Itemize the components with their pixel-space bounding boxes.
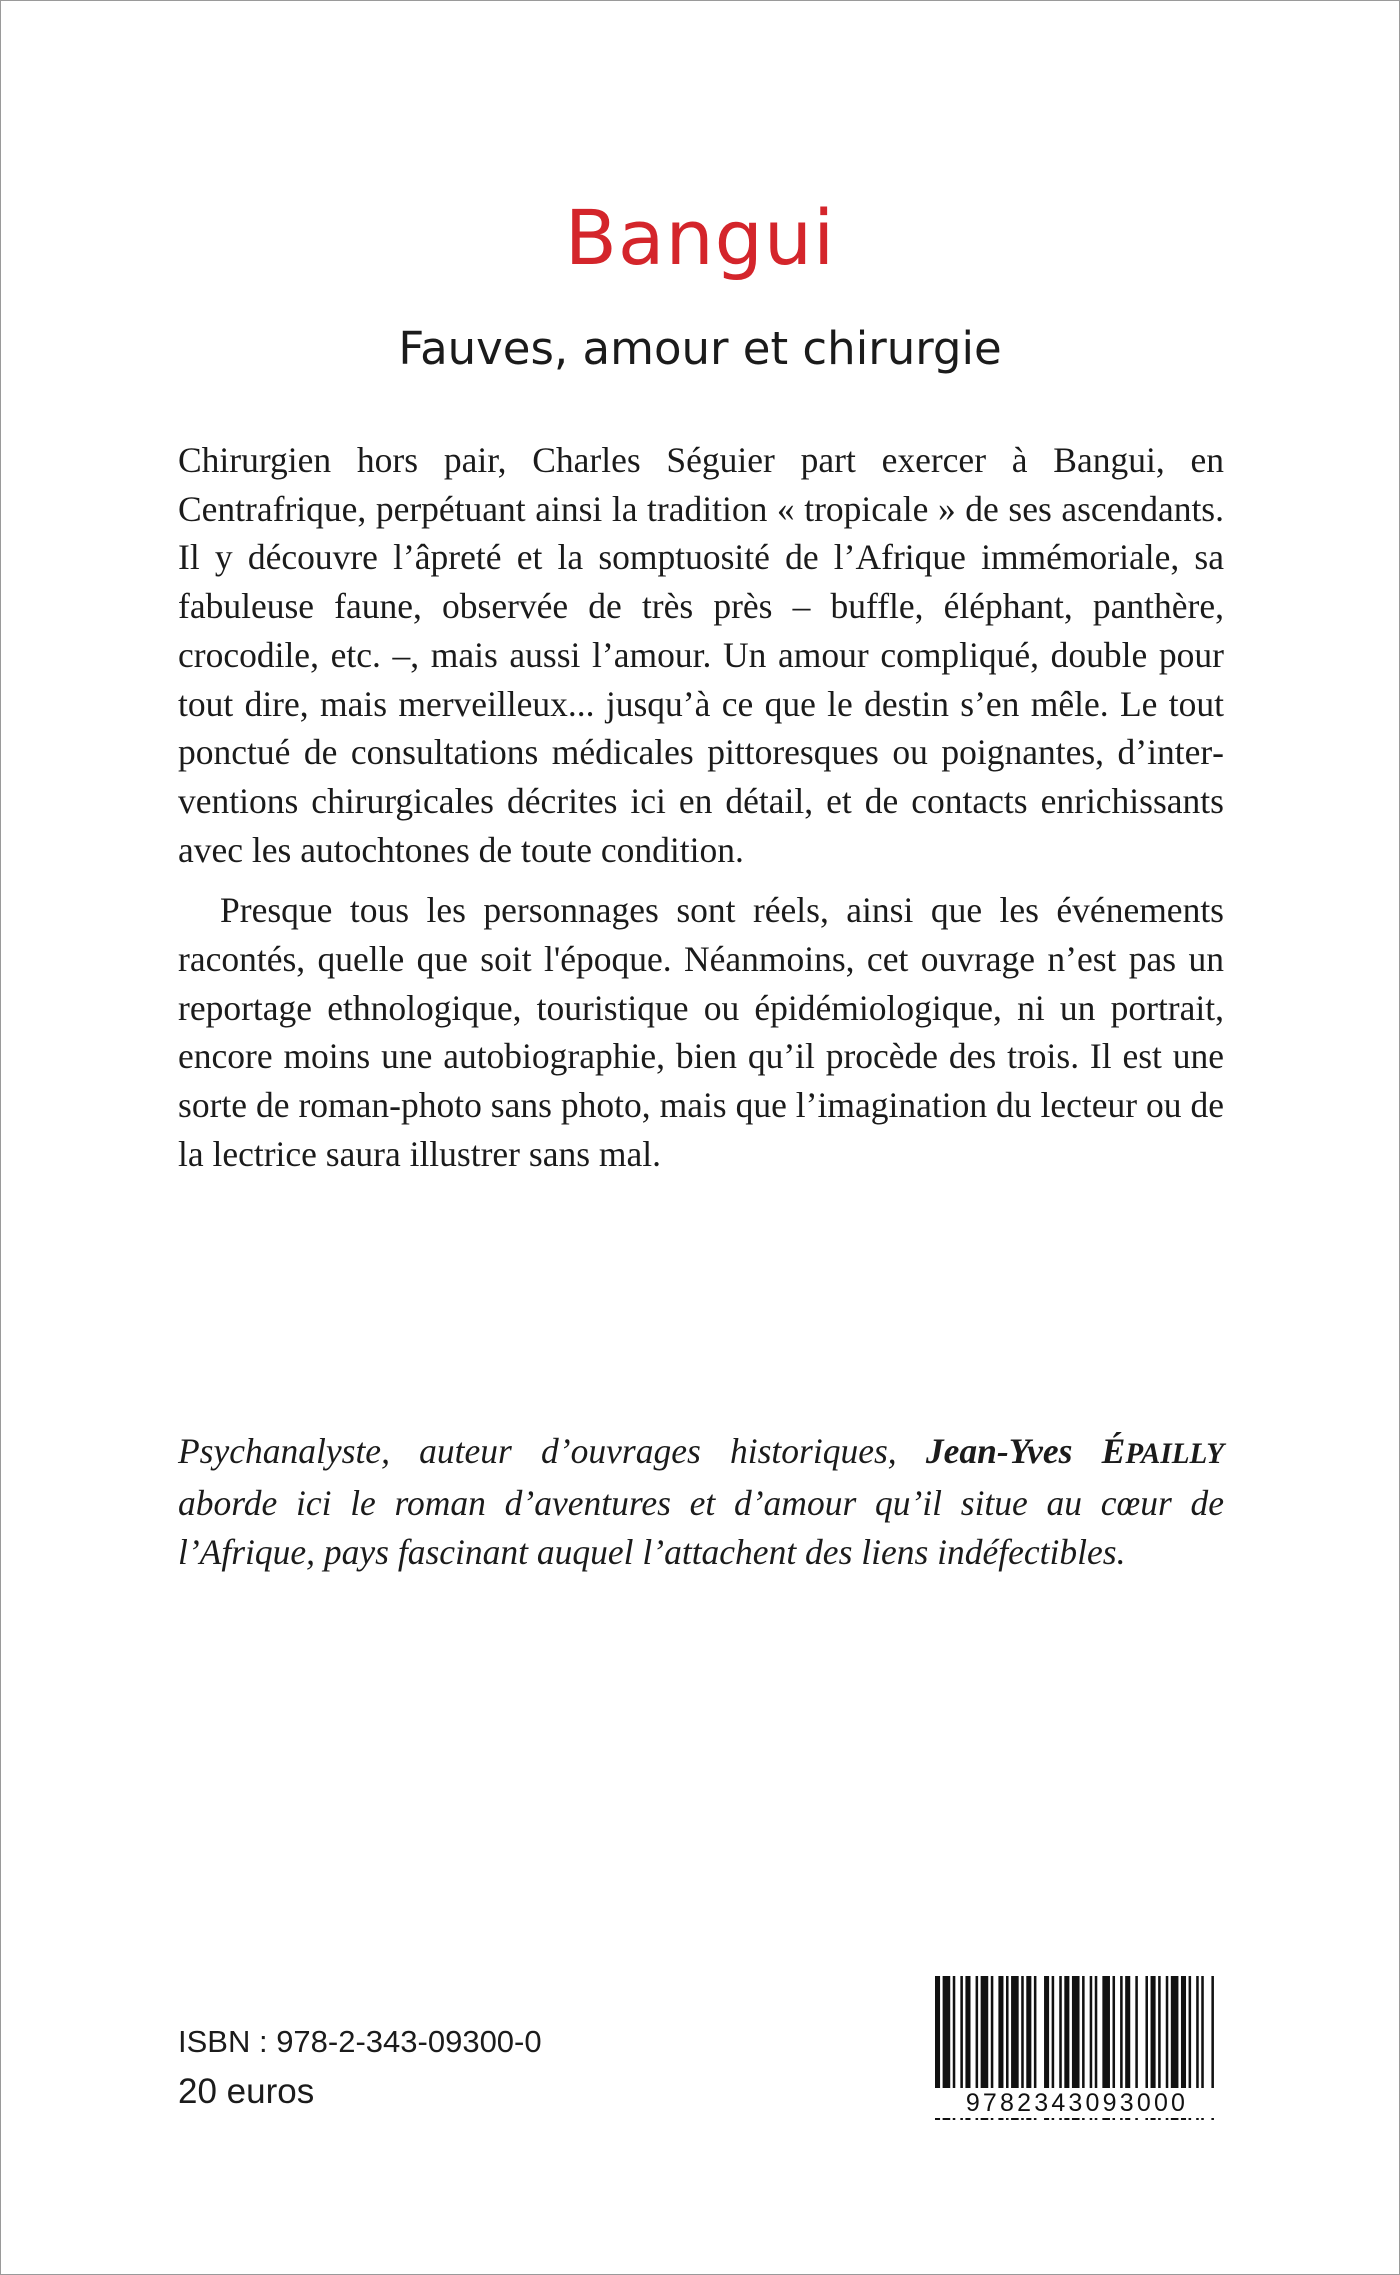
blurb-paragraph-2: Presque tous les personnages sont réels, ainsi que les événements racontés, quelle que soit l'époque. Néanmoins, cet ouvrage n’est pas un reportage ethnologique, touristique ou épidémiologique, ni un portrait, encore moins une autobiographie, bien qu’il procède des trois. Il est une sorte de roman-photo sans photo, mais que l’imagination du lecteur ou de la lectrice saura illustrer sans mal. — [178, 890, 1224, 1174]
blurb-paragraph-1: Chirurgien hors pair, Charles Séguier part exercer à Bangui, en Centrafrique, perpétuant ainsi la tradition « tropicale » de ses ascendants. Il y découvre l’âpreté et la somptuosité de l’Afrique immémoriale, sa fabuleuse faune, observée de très près – buffle, éléphant, panthère, crocodile, etc. –, mais aussi l’amour. Un amour compliqué, double pour tout dire, mais merveilleux... jusqu’à ce que le destin s’en mêle. Le tout ponctué de consultations médicales pittoresques ou poignantes, d’interventions chirurgicales décrites ici en détail, et de contacts enrichissants avec les autochtones de toute condition. — [178, 440, 1224, 870]
author-bio-end: aborde ici le roman d’aventures et d’amour qu’il situe au cœur de l’Afrique, pays fascinant auquel l’attachent des liens indéfectibles. — [178, 1483, 1224, 1572]
book-subtitle: Fauves, amour et chirurgie — [398, 322, 1002, 375]
author-name-smallcaps: PAILLY — [1125, 1438, 1224, 1470]
price-label: 20 euros — [178, 2072, 315, 2111]
author-bio — [178, 1427, 1224, 1577]
barcode-digits: 9782343093000 — [935, 2088, 1219, 2118]
isbn-label: ISBN : 978-2-343-09300-0 — [178, 2024, 542, 2059]
author-bio-start: Psychanalyste, auteur d’ouvrages historiques, — [178, 1431, 926, 1471]
author-name — [926, 1431, 1224, 1471]
blurb — [178, 436, 1224, 1179]
book-title: Bangui — [564, 193, 836, 282]
author-name-first: Jean-Yves É — [925, 1431, 1126, 1471]
